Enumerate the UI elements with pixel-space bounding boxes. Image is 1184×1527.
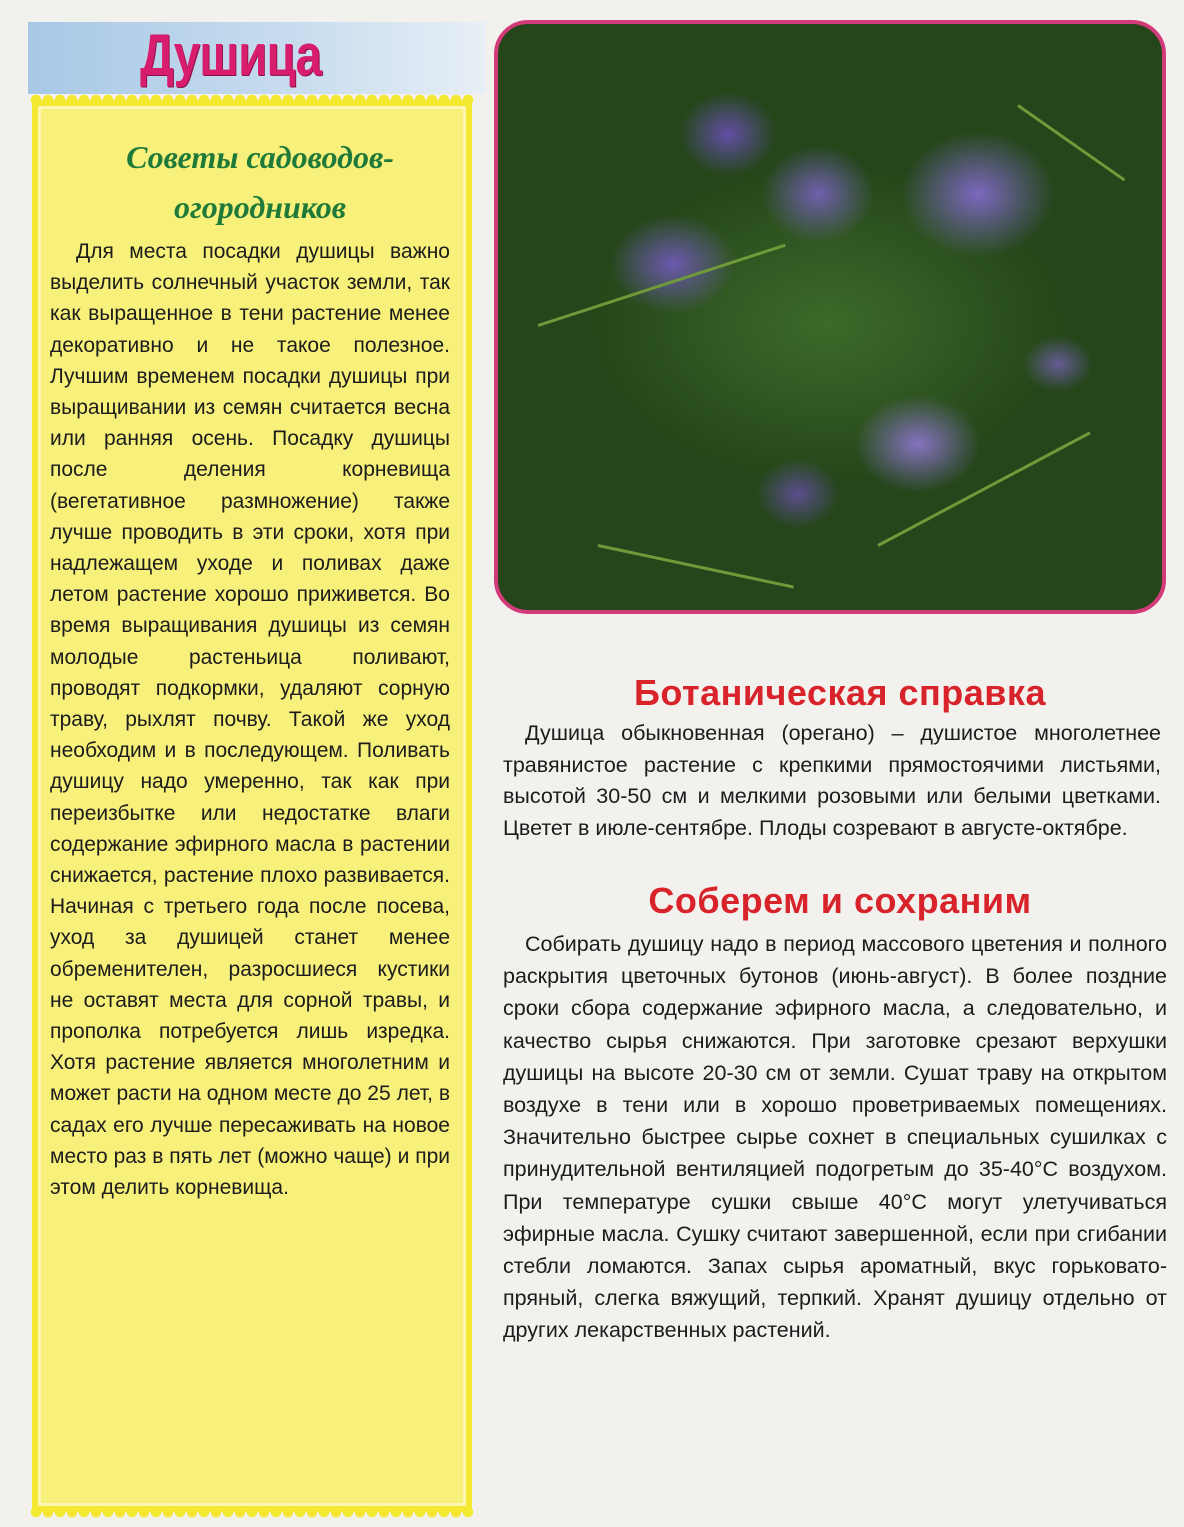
tips-body-text: Для места посадки душицы важно выделить солнечный участок земли, так как выращенное в тени растение менее декоративно и не такое полезное. Лучшим временем посадки душицы при выращивании из семян считается весна или ранняя осень. Посадку душицы после деления корневища (вегетативное размножение) также лучше проводить в эти сроки, хотя при надлежащем уходе и поливах даже летом растение хорошо приживется. Во время выращивания душицы из семян молодые растеньица поливают, проводят подкормки, удаляют сорную траву, рыхлят почву. Такой же уход необходим и в последующем. Поливать душицу надо умеренно, так как при переизбытке или недостатке влаги содержание эфирного масла в растении снижается, растение плохо развивается. Начиная с третьего года после посева, уход за душицей станет менее обременителен, разросшиеся кустики не оставят места для сорной травы, и прополка потребуется лишь изредка. Хотя растение является многолетним и может расти на одном месте до 25 лет, в садах его лучше пересаживать на новое место раз в пять лет (можно чаще) и при этом делить корневища. <box>50 240 450 1200</box>
oregano-flowers-photo <box>494 20 1166 614</box>
panel-scallop-bottom <box>30 1506 474 1518</box>
tips-subtitle: Советы садоводов-огородников <box>126 139 394 225</box>
botany-heading: Ботаническая справка <box>634 672 1046 713</box>
panel-scallop-top <box>30 94 474 106</box>
botany-body-text: Душица обыкновенная (орегано) – душистое многолетнее травянистое растение с крепкими прямостоячими листьями, высотой 30-50 см и мелкими розовыми или белыми цветками. Цветет в июле-сентябре. Плоды созревают в августе-октябре. <box>503 721 1161 840</box>
harvest-heading: Соберем и сохраним <box>648 880 1032 921</box>
harvest-body-text: Собирать душицу надо в период массового цветения и полного раскрытия цветочных бутонов (июнь-август). В более поздние сроки сбора содержание эфирного масла, а следовательно, и качество сырья снижаются. При заготовке срезают верхушки душицы на высоте 20-30 см от земли. Сушат траву на открытом воздухе в тени или в хорошо проветриваемых помещениях. Значительно быстрее сырье сохнет в специальных сушилках с принудительной вентиляцией подогретым до 35-40°С воздухом. При температуре сушки свыше 40°С могут улетучиваться эфирные масла. Сушку считают завершенной, если при сгибании стебли ломаются. Запах сырья ароматный, вкус горьковато-пряный, слегка вяжущий, терпкий. Хранят душицу отдельно от других лекарственных растений. <box>503 932 1167 1343</box>
page-title: Душица <box>140 23 322 88</box>
